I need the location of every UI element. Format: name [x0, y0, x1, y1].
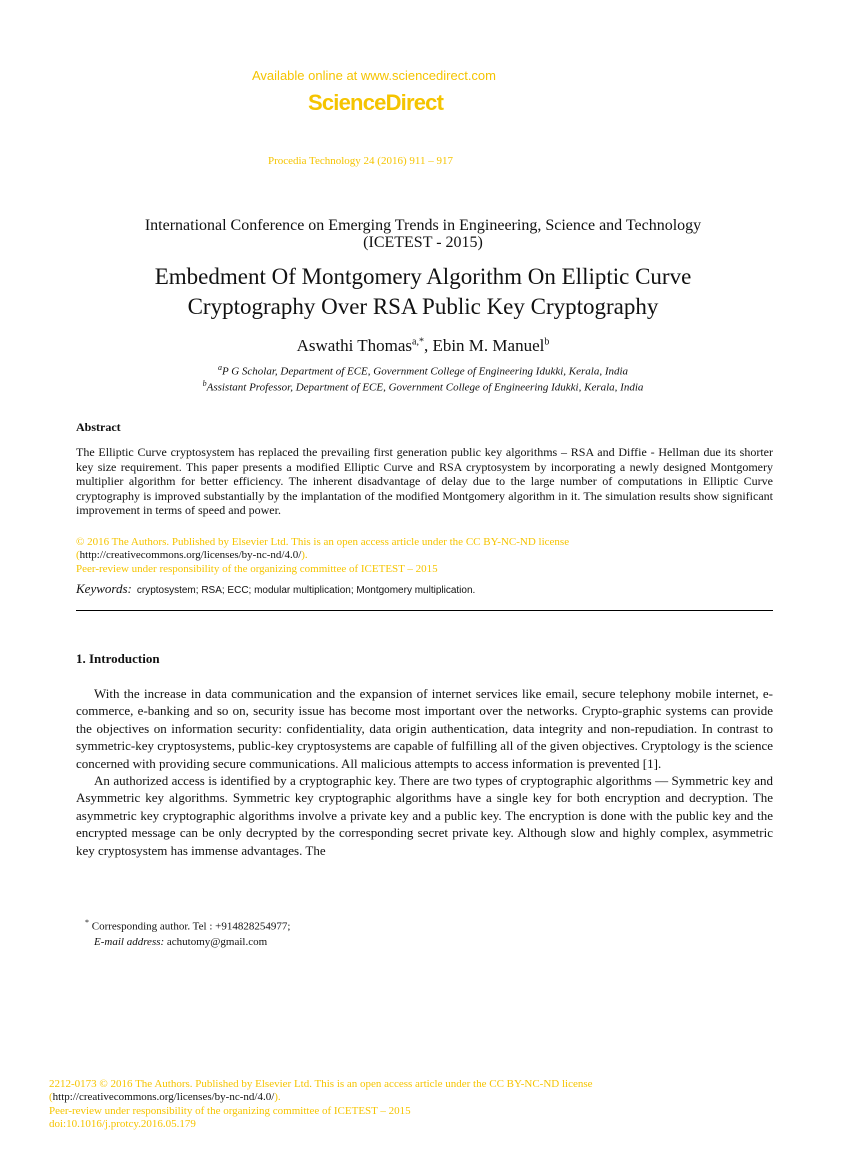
footnote-email[interactable]: achutomy@gmail.com [166, 935, 268, 948]
bottom-notice [49, 1078, 593, 1132]
title-line-1: Embedment Of Montgomery Algorithm On Elliptic Curve [154, 264, 692, 289]
author-1: Aswathi Thomas [296, 336, 412, 355]
introduction-paragraph-2: An authorized access is identified by a cryptographic key. There are two types of cryptographic algorithms — Symmetric key and Asymmetric key algorithms. Symmetric key cryptographic algorithms have a single key for both encryption and decryption. The asymmetric key cryptographic algorithms involve a private key and a public key. The encryption is done with the public key and the encrypted message can be only decrypted by the corresponding secret private key. Although slow and highly complex, asymmetric key cryptosystem has immense advantages. The [76, 773, 773, 858]
abstract-license-link[interactable]: http://creativecommons.org/licenses/by-nc-nd/4.0/ [79, 549, 302, 562]
available-online-text[interactable]: Available online at www.sciencedirect.com [252, 68, 496, 83]
affiliation-a-mark: a [217, 363, 222, 372]
footnote-mark: * [85, 918, 89, 927]
author-1-marks: a,* [412, 336, 424, 348]
affiliation-b-text: Assistant Professor, Department of ECE, Government College of Engineering Idukki, Kerala, India [206, 381, 644, 394]
conference-line-2: (ICETEST - 2015) [363, 234, 483, 251]
abstract-copyright: © 2016 The Authors. Published by Elsevier Ltd. This is an open access article under the CC BY-NC-ND license [76, 536, 570, 548]
introduction-body [76, 685, 773, 859]
journal-reference: Procedia Technology 24 (2016) 911 – 917 [268, 155, 453, 167]
keywords [76, 581, 475, 597]
footnote-email-line [85, 935, 290, 950]
paper-title [0, 262, 846, 322]
corresponding-author-footnote [85, 915, 290, 950]
bottom-license-link[interactable]: http://creativecommons.org/licenses/by-nc-nd/4.0/ [52, 1091, 275, 1104]
bottom-license-close: ). [274, 1091, 281, 1104]
title-line-2: Cryptography Over RSA Public Key Cryptography [187, 294, 659, 319]
affiliation-b [0, 379, 846, 394]
keywords-value: cryptosystem; RSA; ECC; modular multiplication; Montgomery multiplication. [136, 585, 476, 596]
bottom-copyright: 2212-0173 © 2016 The Authors. Published by Elsevier Ltd. This is an open access article under the CC BY-NC-ND license [49, 1078, 593, 1090]
bottom-peer-review: Peer-review under responsibility of the organizing committee of ICETEST – 2015 [49, 1104, 411, 1117]
introduction-heading: 1. Introduction [76, 651, 160, 666]
section-divider [76, 610, 773, 611]
affiliation-a-text: P G Scholar, Department of ECE, Government College of Engineering Idukki, Kerala, India [221, 365, 629, 378]
abstract-heading: Abstract [76, 420, 121, 434]
sciencedirect-logo[interactable]: ScienceDirect [308, 90, 444, 115]
abstract-license-open: ( [76, 549, 80, 562]
author-2-marks: b [544, 336, 550, 348]
author-2: Ebin M. Manuel [432, 336, 545, 355]
footnote-email-label: E-mail address: [94, 935, 165, 948]
bottom-license-open: ( [49, 1091, 53, 1104]
keywords-label: Keywords: [76, 581, 132, 596]
introduction-paragraph-1: With the increase in data communication and the expansion of internet services like email, secure telephony mobile internet, e-commerce, e-banking and so on, security issue has become most important over the networks. Crypto-graphic systems can provide the objectives on information security: confidentiality, data origin authentication, data integrity and non-repudiation. In contrast to symmetric-key cryptosystems, public-key cryptosystems are capable of fulfilling all of the given objectives. Cryptology is the science concerned with providing secure communications. All malicious attempts to access information is prevented [1]. [76, 686, 773, 771]
bottom-doi[interactable]: doi:10.1016/j.protcy.2016.05.179 [49, 1118, 196, 1131]
bottom-license-line [49, 1091, 593, 1104]
conference-line-1: International Conference on Emerging Trends in Engineering, Science and Technology [144, 217, 702, 234]
affiliation-a [0, 363, 846, 378]
footnote-phone: Corresponding author. Tel : +914828254977; [91, 920, 291, 933]
abstract-text: The Elliptic Curve cryptosystem has replaced the prevailing first generation public key algorithms – RSA and Diffie - Hellman due its shorter key size requirement. This paper presents a modified Elliptic Curve and RSA cryptosystem by incorporating a newly designed Montgomery multiplier algorithm for better efficiency. The inherent disadvantage of delay due to the large number of computations in Elliptic Curve cryptography is improved substantially by the implantation of the modified Montgomery algorithm in it. The simulation results show significant improvement in terms of speed and power. [76, 445, 773, 518]
abstract-license-close: ). [301, 549, 308, 562]
author-separator: , [423, 336, 433, 355]
footnote-line-1 [85, 915, 290, 935]
abstract-peer-review: Peer-review under responsibility of the organizing committee of ICETEST – 2015 [76, 562, 438, 575]
author-list [0, 336, 846, 356]
conference-name [0, 217, 846, 251]
abstract-license-block [76, 536, 773, 576]
abstract-license-line [76, 549, 773, 562]
affiliation-b-mark: b [202, 379, 207, 388]
